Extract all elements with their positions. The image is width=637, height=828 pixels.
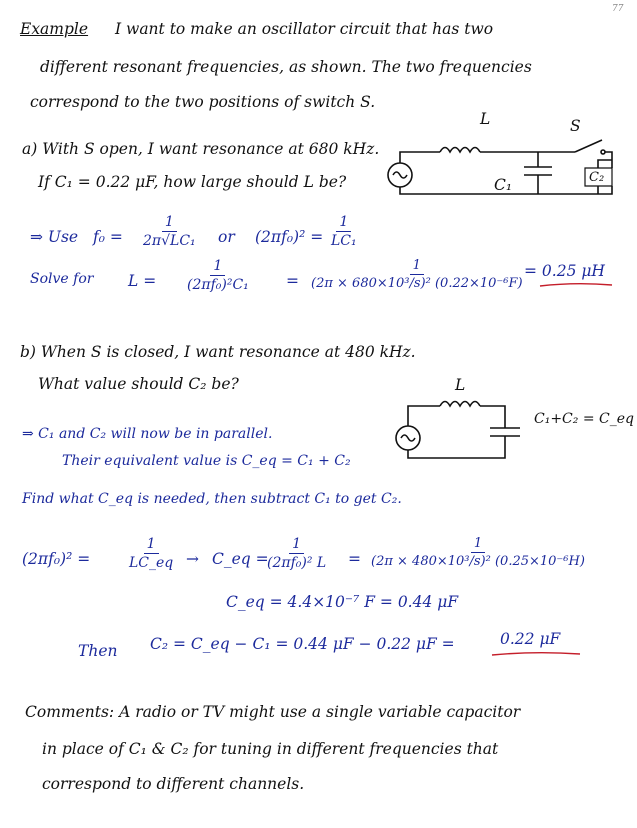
f0-denominator: 2π√LC₁ [143,233,196,249]
L-lhs: L = [128,272,157,290]
arrow: → [186,550,199,568]
L-result: = 0.25 μH [524,262,605,280]
ceq-lhs: C_eq = [212,550,269,568]
c2-calculation: C₂ = C_eq − C₁ = 0.44 μF − 0.22 μF = [150,635,455,653]
sq-numerator-a: 1 [336,214,351,232]
circuit-a-label-S: S [570,117,581,135]
intro-line-2: different resonant frequencies, as shown. The two frequencies [40,58,532,76]
circuit-b-label-L: L [455,376,466,394]
L-denominator: (2πf₀)²C₁ [187,277,249,293]
c2-result: 0.22 μF [500,630,561,648]
comments-line-2: in place of C₁ & C₂ for tuning in different frequencies that [42,740,499,758]
circuit-a-label-C2: C₂ [589,170,605,185]
part-a-line-1: a) With S open, I want resonance at 680 kHz. [22,140,380,158]
ceq-numerator: 1 [289,536,304,554]
solve-for-label: Solve for [30,271,94,287]
intro-line-1: I want to make an oscillator circuit that has two [115,20,494,38]
part-b-line-1: b) When S is closed, I want resonance at 480 kHz. [20,343,416,361]
f0-lhs: f₀ = [93,228,123,246]
comments-line-1: Comments: A radio or TV might use a single variable capacitor [25,703,521,721]
ceq-numeric-denominator: (2π × 480×10³/s)² (0.25×10⁻⁶H) [371,554,585,569]
intro-line-3: correspond to the two positions of switch S. [30,93,376,111]
circuit-a-label-C1: C₁ [494,176,513,194]
sq-lhs-b: (2πf₀)² = [22,550,91,568]
use-label: ⇒ Use [30,228,79,246]
example-title: Example [20,20,89,38]
sq-lhs-a: (2πf₀)² = [255,228,324,246]
comments-line-3: correspond to different channels. [42,775,305,793]
circuit-a-label-L: L [480,110,491,128]
part-b-para-2: Their equivalent value is C_eq = C₁ + C₂ [62,453,351,469]
f0-numerator: 1 [162,214,177,232]
part-a-line-2: If C₁ = 0.22 μF, how large should L be? [38,173,347,191]
L-numeric-denominator: (2π × 680×10³/s)² (0.22×10⁻⁶F) [311,276,523,291]
ceq-numeric-numerator: 1 [471,536,485,553]
L-eq-sign: = [286,272,299,290]
sq-denominator-a: LC₁ [331,233,357,249]
part-b-para-1: ⇒ C₁ and C₂ will now be in parallel. [22,426,273,442]
ceq-value: C_eq = 4.4×10⁻⁷ F = 0.44 μF [226,593,459,611]
part-b-para-3: Find what C_eq is needed, then subtract C₁ to get C₂. [22,491,402,507]
part-b-line-2: What value should C₂ be? [38,375,239,393]
sq-denominator-b: LC_eq [129,555,174,571]
page-number: 77 [612,4,624,14]
sq-numerator-b: 1 [144,536,159,554]
L-numerator: 1 [210,258,225,276]
L-numeric-numerator: 1 [410,258,424,275]
ceq-denominator: (2πf₀)² L [267,555,327,571]
circuit-b-caption: C₁+C₂ = C_eq [534,411,634,427]
then-label: Then [78,642,118,660]
ceq-eq-sign: = [348,550,361,568]
or-label: or [218,228,235,246]
